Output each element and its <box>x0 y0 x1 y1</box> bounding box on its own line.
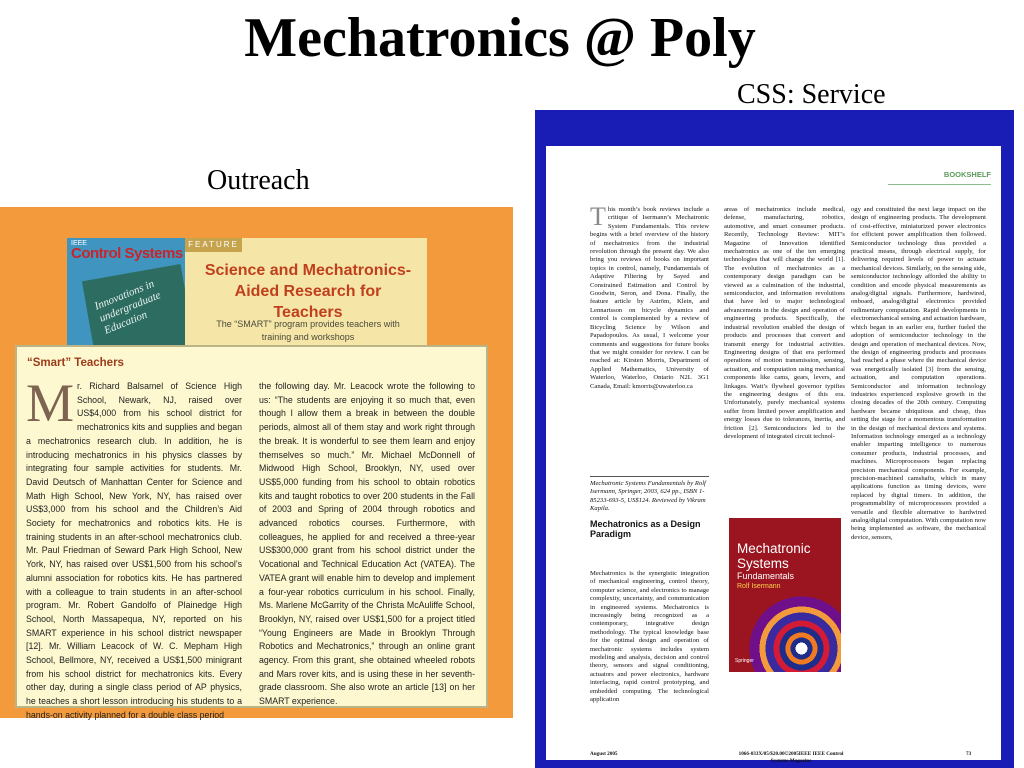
page-column-1-continued: Mechatronics is the synergistic integration of mechanical engineering, control theory, computer science, and electronics to manage complexity, uncertainty, and communication in engineered systems. Mechatronics is increasingly being recognized as a contemporary, integrative design methodology. The typical knowledge base for the optimal design and operation of mechatronic systems includes system modeling and analysis, decision and control theory, sensors and signal conditioning, actuators and power electronics, hardware interfacing, rapid control prototyping, and embedded computing. The technological application <box>590 570 709 704</box>
sidebar-dropcap: M <box>26 373 75 433</box>
slide-title: Mechatronics @ Poly <box>244 7 756 69</box>
sidebar-column-2: the following day. Mr. Leacock wrote the following to us: “The students are enjoying it so much that, even though I allow them a break in between the double periods, almost all of them stay and work right through the break. It is wonderful to see them learn and enjoy themselves so much.” Mr. Michael McDonnell of Midwood High School, Brooklyn, NY, used over US$5,000 funding from his school to obtain robotics kits and taught robotics to over 200 students in the Fall of 2003 and Spring of 2004 through robotics and advanced robotics courses. Furthermore, with colleagues, he applied for and received a three-year US$300,000 grant from his school district under the Vocational and Technical Education Act (VATEA). The VATEA grant will enable him to develop and implement a four-year robotics curriculum in his school. Finally, Ms. Marlene McGarrity of the Christa McAuliffe School, Brooklyn, NY, raised over US$1,500 for a project titled “Young Engineers are Made in Brooklyn Through Robotics and Mechatronics,” through an online grant agency. From this grant, she obtained wheeled robots and Mars rover kits, and is using these in her seventh-grade classroom. She also wrote an article [13] on her SMART experience. <box>259 381 475 707</box>
cover-ieee-label: IEEE <box>71 240 87 247</box>
bookshelf-rule <box>888 184 991 185</box>
footer-publication: 1066-033X/05/$20.00©2005IEEE IEEE Control Systems Magazine <box>738 751 844 764</box>
page-column-2: areas of mechatronics include medical, defense, manufacturing, robotics, automotive, and smart consumer products. Recently, Technology Review: MIT’s Magazine of Innovation identified mechatronics as one of the ten emerging technologies that will change the world [1]. The evolution of mechatronics as a contemporary design paradigm can be viewed as a culmination of the industrial, semiconductor, and information revolutions that have led to major technological advancements in the design and operation of engineering products. Specifically, the industrial revolution enabled the design of products and processes that convert and transmit energy for industrial activities. Engineering designs of that era performed operations of motion transmission, sensing, actuation, and computation using mechanical components like cams, gears, levers, and linkages. Watt’s flywheel governor typifies the engineering designs of this era. Unfortunately, purely mechanical systems suffer from limited power amplification and energy losses due to tolerances, inertia, and friction [2]. Semiconductors led to the development of integrated circuit technol- <box>724 206 845 440</box>
magazine-cover-image <box>67 238 185 358</box>
feature-tag: FEATURE <box>185 238 242 252</box>
footer-page-number: 73 <box>966 751 972 757</box>
page-column-1-text: his month’s book reviews include a critique of Isermann’s Mechatronic System Fundamentals. This review begins with a brief overview of the history of mechatronics from the industrial revolution through the present day. We also bring you reviews of books on important topics in control, namely, Fundamentals of Adaptive Filtering by Sayed and Constrained Estimation and Control by Goodwin, Seron, and Dona. Finally, the feature article by Aström, Klein, and Lennartsson on bicycle dynamics and control is complemented by a review of Bicycling Science by Wilson and Papadopoulos. As usual, I welcome your comments and suggestions for future books that we might consider for review. I can be reached at: Kirsten Morris, Department of Applied Mathematics, University of Waterloo, Waterloo, Ontario N2L 3G1 Canada, Email: kmorris@uwaterloo.ca <box>590 206 709 390</box>
sidebar-heading: “Smart” Teachers <box>27 357 124 369</box>
page-column-3: ogy and constituted the next large impact on the design of engineering products. The development of cost-effective, miniaturized power electronics for efficient power amplification then followed. Semiconductor technology thus provided a practical means, through electrical supply, for delivering required levels of power to actuate mechanical devices. Similarly, on the sensing side, semiconductor technology afforded the ability to condition and encode physical measurements as analog/digital signals. Furthermore, hardwired, onboard, analog/digital electronics provided rudimentary computation. Rapid developments in electromechanical sensing and actuation hardware, which began in an earlier era, further fueled the adoption of semiconductor technology in the design and operation of mechanical devices. Now, the design of engineering products and processes had reached a phase where the mechanical device was energetically isolated [3] from the sensing, actuation, and computation operations. Semiconductor and information technology industries experienced explosive growth in the closing decades of the 20th century. Computing hardware became ubiquitous and cheap, thus setting the stage for a momentous transformation in the design of mechanical devices and systems. Information technology emerged as a technology enabler imparting intelligence to numerous consumer products, industrial processes, and machines. Microprocessors began replacing precision mechanical components. For example, precision-machined camshafts, which in many applications function as timing devices, were replaced by digital timers. In addition, the programmability of microprocessors provided a versatile and flexible alternative to hardwired analog/digital computation. With computation now being implemented as software, the mechanical device, sensors, <box>851 206 986 541</box>
cover-masthead: Control Systems <box>71 245 183 262</box>
section-heading: Mechatronics as a Design Paradigm <box>590 519 701 539</box>
footer-date: August 2005 <box>590 751 618 757</box>
sidebar-column-1 <box>26 373 242 723</box>
book-title: Mechatronic Systems <box>737 541 811 571</box>
book-publisher: Springer <box>735 658 754 664</box>
feature-title: Science and Mechatronics-Aided Research for Teachers <box>204 262 412 321</box>
outreach-label: Outreach <box>207 165 310 196</box>
service-label: CSS: Service <box>737 79 886 110</box>
feature-subtitle: The “SMART” program provides teachers with training and workshops <box>216 319 400 342</box>
sidebar-text-1: r. Richard Balsamel of Science High School, Newark, NJ, raised over US$4,000 from his school district for mechatronics kits and supplies and began a mechatronics research club. In addition, he is introducing mechatronics in his physics classes by integrating four sample activities for students. Mr. David Deutsch of Manhattan Center for Science and Math High School, New York, NY, has raised over US$3,000 from his school and the Children’s Aid Society for mechatronics and robotics kits. He is training students in an after-school mechatronics club. Mr. Paul Friedman of Seward Park High School, New York, NY, has raised over US$1,500 from his school’s alumni association for robotics kits. He has partnered with a colleague to train students in an after-school program. Mr. Robert Gandolfo of Plainedge High School, North Massapequa, NY, reported on his SMART experience in his school district newspaper [12]. Mr. William Leacock of W. C. Mepham High School, Bellmore, NY, received a US$1,500 minigrant from his school district for mechatronics kits. Every other day, during a single class period of AP physics, he teaches a short lesson introducing his students to a hands-on activity planned for a double class period <box>26 381 242 720</box>
feature-header <box>185 238 427 346</box>
book-subtitle: Fundamentals <box>737 571 795 581</box>
page-dropcap: T <box>590 206 606 231</box>
cover-board-text: Innovations in undergraduate Education <box>92 277 163 337</box>
book-author: Rolf Isermann <box>737 583 781 590</box>
review-citation: Mechatronic Systems Fundamentals by Rolf Isermann, Springer, 2003, 624 pp., ISBN 1-85233-693-5, US$124. Reviewed by Vikram Kapila. <box>590 476 709 514</box>
smart-teachers-sidebar <box>15 345 488 720</box>
book-cover-image <box>729 518 841 672</box>
bookshelf-label: BOOKSHELF <box>943 170 991 179</box>
